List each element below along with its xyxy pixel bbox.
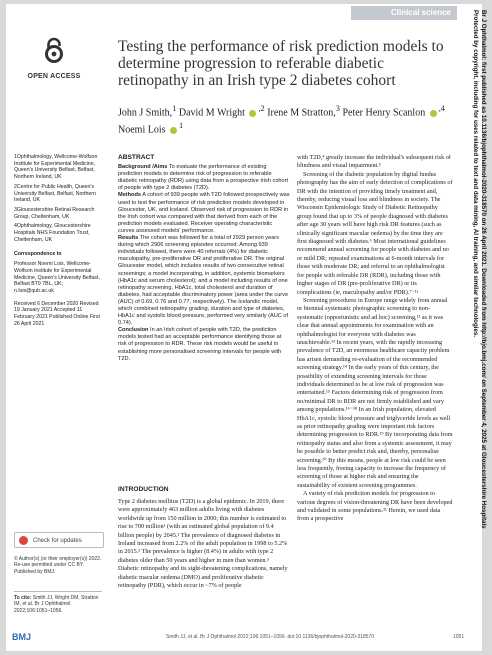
side-notice-line-2: Protected by copyright, including for uses related to text and data mining, AI training, and similar technologies.	[472, 10, 480, 338]
author-4[interactable]: Peter Henry Scanlon	[342, 107, 428, 119]
affiliation: 2Centre for Public Health, Queen's University Belfast, Belfast, Northern Ireland, UK	[14, 183, 96, 204]
correspondence-text: Professor Noemi Lois, Wellcome-Wolfson Institute for Experimental Medicine, Queen's University Belfast, Belfast BT9 7BL, UK; n.lois@qub.ac.uk	[14, 261, 100, 294]
affiliation: 1Ophthalmology, Wellcome-Wolfson Institute for Experimental Medicine, Queen's University Belfast, Belfast, Northern Ireland, UK	[14, 154, 98, 181]
introduction-text: Type 2 diabetes mellitus (T2D) is a global epidemic. In 2019, there were approximately 463 million adults living with diabetes worldwide up from 150 million in 2000; this number is estimated to rise to 700 million¹ (with an estimated global population of 9.4 billion people) by 2045.² The prevalence of diagnosed diabetes in Ireland increased from 2.2% of the adult population in 1998 to 5.2% in 2015.³ The prevalence is higher (8.4%) in adults with type 2 diabetes older than 50 years and higher in men than women.³ Diabetic retinopathy and its sight-threatening complications, namely diabetic macular oedema (DMO) and proliferative diabetic retinopathy (PDR), which occur in ~7% of people	[118, 498, 288, 590]
crossmark-icon	[19, 536, 28, 545]
article-title: Testing the performance of risk prediction models to determine progression to referable diabetic retinopathy in an Irish type 2 diabetes cohort	[118, 38, 444, 89]
open-access-badge	[14, 38, 94, 80]
open-access-label: OPEN ACCESS	[27, 73, 81, 80]
orcid-icon[interactable]	[170, 127, 177, 134]
check-for-updates-button[interactable]: Check for updates	[14, 532, 104, 548]
paragraph: Screening of the diabetic population by digital fundus photography has the aim of early detection of complications of DR with the intention of providing timely treatment and, thereby, reducing visual loss and blindness in society. The Wisconsin Epidemiologic Study of Diabetic Retinopathy group found that up to 3% of people diagnosed with diabetes after age 30 years will have high risk DR features (such as clinically significant macular oedema) by the time they are first diagnosed with diabetes.⁶ Most international guidelines recommend annual screening for people with diabetes and no or mild DR; repeated examinations at 6-month intervals for those with moderate DR; and referral to an ophthalmologist for people with referable DR (RDR), including those with higher stages of DR (pre-proliferative DR) or its complications (ie, maculopathy and/or PDR).⁷⁻¹¹	[297, 170, 453, 296]
paragraph: with T2D,⁴ greatly increase the individual's subsequent risk of blindness and visual impairment.⁵	[297, 154, 451, 170]
introduction-heading: INTRODUCTION	[118, 486, 169, 493]
article-page	[6, 4, 487, 651]
orcid-icon[interactable]	[249, 110, 256, 117]
orcid-icon[interactable]	[430, 110, 437, 117]
affiliations-column	[14, 154, 102, 330]
side-notice	[457, 10, 487, 650]
author-2[interactable]: David M Wright	[178, 107, 248, 119]
correspondence-heading: Correspondence to	[14, 251, 62, 258]
abstract: ABSTRACT Background /Aims To evaluate the performance of existing prediction models to determine risk of progression to referable diabetic retinopathy (RDR) using data from a prospective Irish cohort of people with type 2 diabetes (T2D). Methods A cohort of 939 people with T2D followed prospectively was used to test the performance of risk prediction models developed in Gloucester, UK, and Iceland. Observed risk of progression to RDR in the Irish cohort was compared with that derived from each of the prediction models evaluated. Receiver operating characteristic curves assessed models' performance. Results The cohort was followed for a total of 2929 person years during which 2906 screening episodes occurred. Among 939 individuals followed, there were 40 referrals (4%) for diabetic maculopathy, pre-proliferative DR and proliferative DR. The original Gloucester model, which includes results of two consecutive retinal screenings; a model incorporating, in addition, systemic biomarkers (HbA1c and serum cholesterol); and a model including results of one retinopathy screening, HbA1c, total cholesterol and duration of diabetes, had acceptable discriminatory power (area under the curve (AUC) of 0.69, 0.76 and 0.77, respectively). The Icelandic model, which combined retinopathy grading, duration and type of diabetes, HbA1c and systolic blood pressure, performed very similarly (AUC of 0.74). Conclusion In an Irish cohort of people with T2D, the prediction models tested had an acceptable performance identifying those at risk of progression to RDR. These risk models would be useful in establishing more personalised screening intervals for people with T2D.	[118, 154, 290, 362]
abstract-heading: ABSTRACT	[118, 154, 155, 161]
author-5[interactable]: Noemi Lois	[118, 124, 168, 136]
side-notice-line-1[interactable]: Br J Ophthalmol: first published as 10.1136/bjophthalmol-2020-318570 on 26 April 2021. Downloaded from http://bjo.bmj.com/ on September 4, 2025 at Gloucestershire Hospitals	[480, 10, 487, 529]
page-number: 1051	[453, 634, 465, 640]
bmj-logo: BMJ	[12, 632, 32, 642]
footer-citation: Smith JJ, et al. Br J Ophthalmol 2022;106:1051–1056. doi:10.1136/bjophthalmol-2020-318570	[166, 634, 375, 640]
affiliation: 3Gloucestershire Retinal Research Group, Cheltenham, UK	[14, 206, 95, 220]
author-3[interactable]: Irene M Stratton,	[267, 107, 336, 119]
section-label: Clinical science	[351, 6, 457, 20]
copyright-notice: © Author(s) (or their employer(s)) 2022. Re-use permitted under CC BY. Published by BMJ.	[14, 556, 102, 575]
article-dates: Received 6 December 2020 Revised 19 January 2021 Accepted 11 February 2021 Published Online First 26 April 2021	[14, 300, 100, 327]
paragraph: Screening procedures in Europe range widely from annual or biennial systematic photographic screening to non-systematic (opportunistic and ad hoc) screening,¹² as it was clear that annual appointments for examination with an ophthalmologist for everyone with diabetes was unachievable.¹³ In recent years, with the rapidly increasing prevalence of T2D, an enormous healthcare capacity problem has arisen demanding re-evaluation of the recommended screening strategy.¹⁴ In the early years of this century, the possibility of extending screening intervals for those individuals determined to be at low risk of progression was entertained.¹⁵ Factors determining risk of progression from no/minimal DR to RDR are not firmly established and vary among populations.¹⁶⁻¹⁸ In an Irish population, elevated HbA1c, systolic blood pressure and triglyceride levels as well as prior retinopathy grading were important risk factors determining progression to RDR.¹⁹ By incorporating data from retinopathy status and also from a systemic assessment, it may be possible to better predict risk and, thereby, personalise screening.²⁰ By this means, people at low risk could be seen less frequently, freeing capacity to increase the frequency of screening of those at higher risk and ensuring the sustainability of existent screening programmes.	[297, 296, 453, 489]
open-access-icon	[41, 38, 67, 64]
body-right-column	[297, 154, 453, 524]
citation-box: To cite: Smith JJ, Wright DM, Stratton IM, et al. Br J Ophthalmol 2022;106:1051–1056.	[14, 591, 102, 614]
author-1[interactable]: John J Smith,	[118, 107, 173, 119]
author-list: John J Smith,$^1$ David M Wright $^{,2}$ Irene M Stratton,$^3$ Peter Henry Scanlon $^{,4}$ Noemi Lois $^1$	[118, 104, 445, 136]
paragraph: A variety of risk prediction models for progression to various degrees of vision-threatening DR have been developed and validated in some populations.²¹ Herein, we used data from a prospective	[297, 490, 453, 523]
affiliation: 4Ophthalmology, Gloucestershire Hospitals NHS Foundation Trust, Cheltenham, UK	[14, 223, 91, 243]
